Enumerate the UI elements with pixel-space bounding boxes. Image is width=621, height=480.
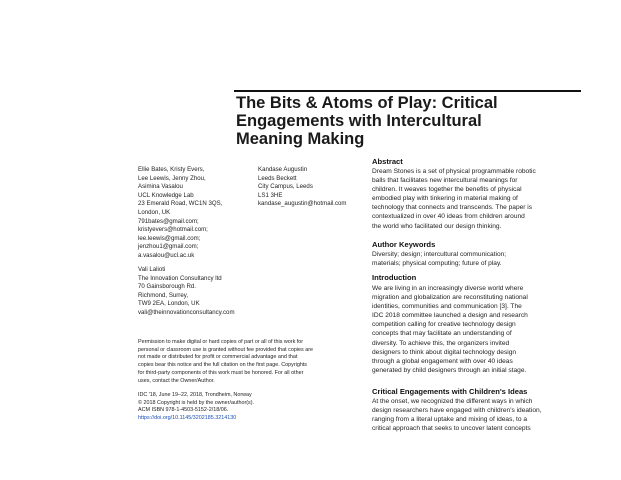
intro-line: through a global engagement with over 40 ideas	[372, 357, 513, 365]
intro-line: concepts that may facilitate an understanding of	[372, 330, 512, 338]
critical-engagements-body	[372, 397, 587, 433]
introduction-heading: Introduction	[372, 273, 417, 282]
title-line: The Bits & Atoms of Play: Critical	[236, 94, 498, 112]
author-block-ucl	[138, 166, 256, 261]
title-line: Meaning Making	[236, 130, 365, 148]
author-email: vali@theinnovationconsultancy.com	[138, 308, 235, 316]
author-email: jenzhou1@gmail.com;	[138, 243, 199, 251]
keywords-line: Diversity; design; intercultural communication;	[372, 251, 507, 258]
intro-line: generated by child designers through an initial stage.	[372, 366, 527, 374]
permission-line: copies bear this notice and the full citation on the first page. Copyrights	[138, 362, 308, 369]
abstract-line: Dream Stones is a set of physical programmable robotic	[372, 168, 536, 175]
author-line: City Campus, Leeds	[258, 183, 313, 191]
doi-link[interactable]: https://doi.org/10.1145/3202185.3214130	[138, 415, 237, 422]
conf-line: IDC '18, June 19–22, 2018, Trondheim, Norway	[138, 392, 252, 398]
intro-line: migration and globalization are reconstituting national	[372, 294, 528, 302]
permission-line: not made or distributed for profit or commercial advantage and that	[138, 354, 298, 361]
author-line: LS1 3HE	[258, 191, 283, 199]
critical-line: At the onset, we recognized the different ways in which	[372, 398, 533, 405]
abstract-line: balls that facilitates new intercultural meanings for	[372, 177, 518, 185]
abstract-line: technology that connects and transcends. The paper is	[372, 204, 533, 212]
keywords-heading: Author Keywords	[372, 240, 436, 249]
intro-line: IDC 2018 committee launched a design and research	[372, 312, 528, 320]
author-line: 23 Emerald Road, WC1N 3QS,	[138, 200, 223, 208]
permission-line: Permission to make digital or hard copies of part or all of this work for	[138, 339, 304, 345]
author-block-leeds	[258, 166, 368, 209]
author-line: Asimina Vasalou	[138, 183, 183, 191]
critical-line: design researchers have engaged with children's ideation,	[372, 407, 542, 415]
author-email: lee.leewis@gmail.com;	[138, 234, 201, 242]
author-block-innovation	[138, 266, 308, 318]
keywords-line: materials; physical computing; future of play.	[372, 260, 502, 268]
author-email: 791bates@gmail.com;	[138, 217, 199, 225]
author-line: Richmond, Surrey,	[138, 291, 189, 299]
permission-notice	[138, 339, 356, 385]
introduction-body	[372, 284, 587, 375]
paper-title	[236, 94, 582, 148]
author-line: Vali Lalioti	[138, 266, 166, 273]
critical-engagements-heading: Critical Engagements with Children's Ideas	[372, 387, 528, 396]
intro-line: identities, communities and communication [3]. The	[372, 303, 522, 311]
abstract-heading: Abstract	[372, 157, 403, 166]
intro-line: competition calling for creative technology design	[372, 321, 516, 329]
permission-line: for third-party components of this work must be honored. For all other	[138, 369, 304, 376]
conference-info	[138, 392, 356, 423]
abstract-line: contextualized in over 40 ideas from children around	[372, 213, 525, 221]
author-line: Ellie Bates, Kristy Evers,	[138, 166, 205, 173]
permission-line: personal or classroom use is granted without fee provided that copies are	[138, 346, 313, 353]
intro-line: designers to think about digital technology design	[372, 348, 517, 356]
abstract-line: the world who facilitated our design thinking.	[372, 222, 502, 230]
author-line: 70 Gainsborough Rd.	[138, 283, 196, 291]
author-email: kristyevers@hotmail.com;	[138, 226, 208, 234]
conf-line: ACM ISBN 978-1-4503-5152-2/18/06.	[138, 407, 229, 414]
abstract-line: children. It weaves together the benefits of physical	[372, 186, 522, 194]
conf-line: © 2018 Copyright is held by the owner/author(s).	[138, 399, 255, 406]
critical-line: ranging from a literal uptake and mixing of ideas, to a	[372, 416, 528, 424]
author-line: Lee Leewis, Jenny Zhou,	[138, 174, 206, 182]
author-line: Leeds Beckett	[258, 174, 297, 182]
critical-line: critical approach that seeks to uncover latent concepts	[372, 425, 531, 433]
author-line: London, UK	[138, 208, 171, 216]
abstract-line: embodied play with tinkering in material making of	[372, 195, 518, 203]
title-line: Engagements with Intercultural	[236, 112, 482, 130]
intro-line: We are living in an increasingly diverse world where	[372, 285, 524, 292]
permission-line: uses, contact the Owner/Author.	[138, 377, 215, 384]
abstract-body	[372, 167, 587, 231]
author-email: kandase_augustin@hotmail.com	[258, 200, 347, 208]
author-line: Kandase Augustin	[258, 166, 308, 173]
title-rule	[234, 90, 581, 92]
author-line: The Innovation Consultancy ltd	[138, 274, 222, 282]
author-line: UCL Knowledge Lab	[138, 191, 194, 199]
intro-line: diversity. To achieve this, the organizers invited	[372, 339, 510, 347]
author-email: a.vasalou@ucl.ac.uk	[138, 251, 195, 259]
author-line: TW9 2EA, London, UK	[138, 300, 200, 308]
keywords-body	[372, 250, 587, 268]
